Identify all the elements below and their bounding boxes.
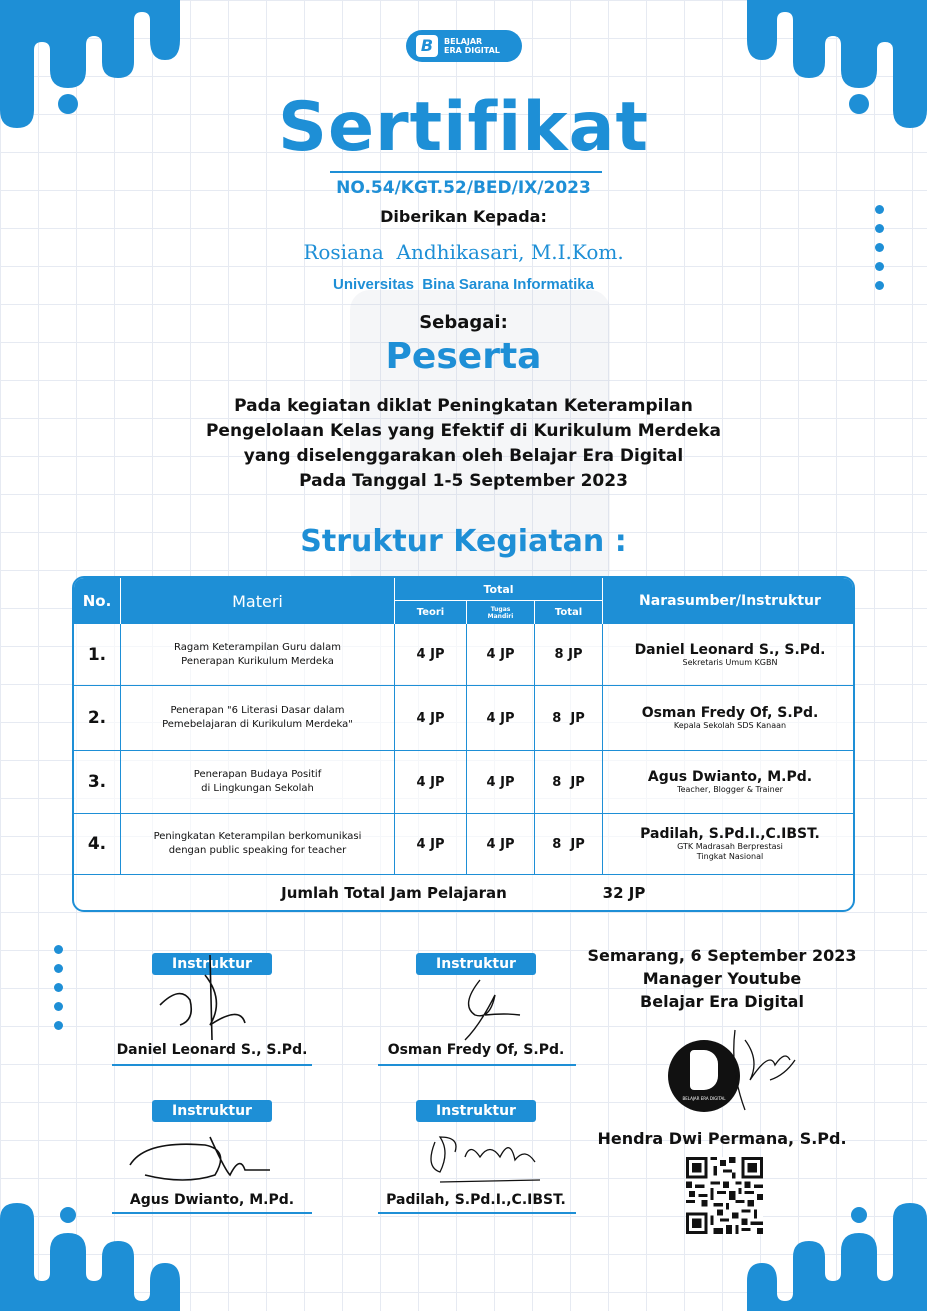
total-hours-label: Jumlah Total Jam Pelajaran: [281, 884, 507, 902]
materi-line: dengan public speaking for teacher: [168, 845, 347, 856]
signatory-organization: Belajar Era Digital: [640, 992, 804, 1011]
instructor-badge: Instruktur: [152, 1100, 272, 1122]
speaker-title: Sekretaris Umum KGBN: [682, 657, 778, 667]
row-total: 8 JP: [552, 836, 585, 852]
instructor-badge: Instruktur: [416, 953, 536, 975]
activity-table: [72, 576, 855, 912]
header-divider: [395, 600, 602, 601]
signature-image: [420, 1122, 560, 1192]
row-materi: [121, 624, 394, 685]
header-no: No.: [74, 578, 120, 624]
instructor-name: Agus Dwianto, M.Pd.: [129, 1192, 295, 1208]
corner-drip-decoration-bottom-right: [737, 1201, 927, 1311]
speaker-title: Tingkat Nasional: [696, 852, 764, 861]
description-line: yang diselenggarakan oleh Belajar Era Digital: [243, 446, 684, 466]
row-teori: 4 JP: [416, 710, 445, 726]
instructor-badge: Instruktur: [416, 1100, 536, 1122]
row-speaker: [603, 814, 855, 874]
materi-line: Penerapan "6 Literasi Dasar dalam: [170, 705, 345, 716]
row-tugas: 4 JP: [486, 647, 515, 662]
instructor-name: Padilah, S.Pd.I.,C.IBST.: [386, 1192, 566, 1208]
row-speaker: [603, 686, 855, 750]
brand-logo: [406, 30, 522, 62]
header-divider: [394, 578, 395, 624]
row-number: 1.: [87, 644, 107, 665]
row-speaker: [603, 624, 855, 685]
row-tugas: 4 JP: [486, 836, 515, 852]
description-line: Pada Tanggal 1-5 September 2023: [299, 471, 628, 491]
row-teori: 4 JP: [416, 647, 445, 662]
title-underline: [330, 171, 602, 173]
materi-line: di Lingkungan Sekolah: [201, 783, 314, 794]
materi-line: Ragam Keterampilan Guru dalam: [174, 641, 341, 653]
header-divider: [534, 601, 535, 624]
signature-rule: [378, 1212, 576, 1214]
row-speaker: [603, 751, 855, 813]
speaker-name: Padilah, S.Pd.I.,C.IBST.: [640, 826, 820, 842]
row-number: 4.: [87, 834, 107, 854]
signature-image: [715, 1020, 805, 1120]
description-line: Pengelolaan Kelas yang Efektif di Kurikulum Merdeka: [205, 421, 722, 441]
row-materi: [121, 751, 394, 813]
signature-rule: [112, 1212, 312, 1214]
qr-code-icon: [686, 1157, 763, 1234]
row-teori: 4 JP: [416, 774, 445, 790]
speaker-name: Agus Dwianto, M.Pd.: [647, 769, 813, 785]
row-total: 8 JP: [552, 774, 585, 790]
row-tugas: 4 JP: [486, 774, 515, 790]
description-line: Pada kegiatan diklat Peningkatan Keterampilan: [234, 396, 693, 416]
issue-place-date: Semarang, 6 September 2023: [587, 946, 857, 965]
header-speaker: Narasumber/Instruktur: [603, 578, 855, 624]
row-number: 2.: [87, 708, 107, 728]
certificate-title: Sertifikat: [278, 88, 649, 167]
speaker-title: GTK Madrasah Berprestasi: [677, 842, 783, 851]
signature-image: [450, 975, 530, 1045]
row-total: 8 JP: [554, 647, 583, 662]
structure-title: Struktur Kegiatan :: [300, 524, 627, 559]
materi-line: Penerapan Kurikulum Merdeka: [181, 655, 334, 667]
recipient-institution: Universitas Bina Sarana Informatika: [333, 276, 594, 293]
signature-rule: [112, 1064, 312, 1066]
materi-line: Penerapan Budaya Positif: [193, 769, 322, 780]
given-to-label: Diberikan Kepada:: [380, 207, 547, 226]
certificate-number: NO.54/KGT.52/BED/IX/2023: [336, 178, 591, 198]
row-materi: [121, 814, 394, 874]
row-number: 3.: [87, 772, 107, 792]
dot-column-decoration: [54, 945, 63, 1040]
header-total-group: Total: [395, 578, 602, 600]
header-divider: [120, 578, 121, 624]
speaker-title: Teacher, Blogger & Trainer: [677, 785, 783, 794]
stamp-text: BELAJAR ERA DIGITAL: [682, 1096, 726, 1101]
header-materi: Materi: [121, 578, 394, 624]
materi-line: Pemebelajaran di Kurikulum Merdeka": [162, 719, 353, 730]
as-label: Sebagai:: [419, 312, 508, 333]
materi-line: Peningkatan Keterampilan berkomunikasi: [153, 831, 362, 842]
header-tugas-mandiri: Tugas Mandiri: [467, 601, 534, 624]
row-teori: 4 JP: [416, 836, 445, 852]
row-total: 8 JP: [552, 710, 585, 726]
signatory-position: Manager Youtube: [642, 969, 802, 988]
row-tugas: 4 JP: [486, 710, 515, 726]
speaker-name: Daniel Leonard S., S.Pd.: [634, 641, 826, 658]
header-divider: [602, 578, 603, 624]
instructor-name: Osman Fredy Of, S.Pd.: [387, 1042, 565, 1058]
signature-rule: [378, 1064, 576, 1066]
activity-description: [0, 394, 927, 494]
speaker-name: Osman Fredy Of, S.Pd.: [641, 705, 819, 721]
signatory-name: Hendra Dwi Permana, S.Pd.: [597, 1129, 847, 1148]
recipient-name: Rosiana Andhikasari, M.I.Kom.: [303, 240, 624, 264]
brand-logo-line1: BELAJAR: [444, 37, 483, 46]
total-hours-value: 32 JP: [602, 884, 646, 902]
header-total: Total: [535, 601, 602, 624]
participant-role: Peserta: [385, 336, 542, 377]
instructor-name: Daniel Leonard S., S.Pd.: [116, 1042, 308, 1058]
signature-image: [150, 945, 260, 1045]
corner-drip-decoration-bottom-left: [0, 1201, 190, 1311]
signature-image: [125, 1125, 275, 1190]
speaker-title: Kepala Sekolah SDS Kanaan: [673, 721, 787, 730]
instructor-badge: Instruktur: [152, 953, 272, 975]
header-teori: Teori: [395, 601, 466, 624]
header-divider: [466, 601, 467, 624]
row-materi: [121, 686, 394, 750]
brand-logo-line2: ERA DIGITAL: [444, 46, 500, 55]
brand-logo-mark: B: [416, 35, 438, 57]
